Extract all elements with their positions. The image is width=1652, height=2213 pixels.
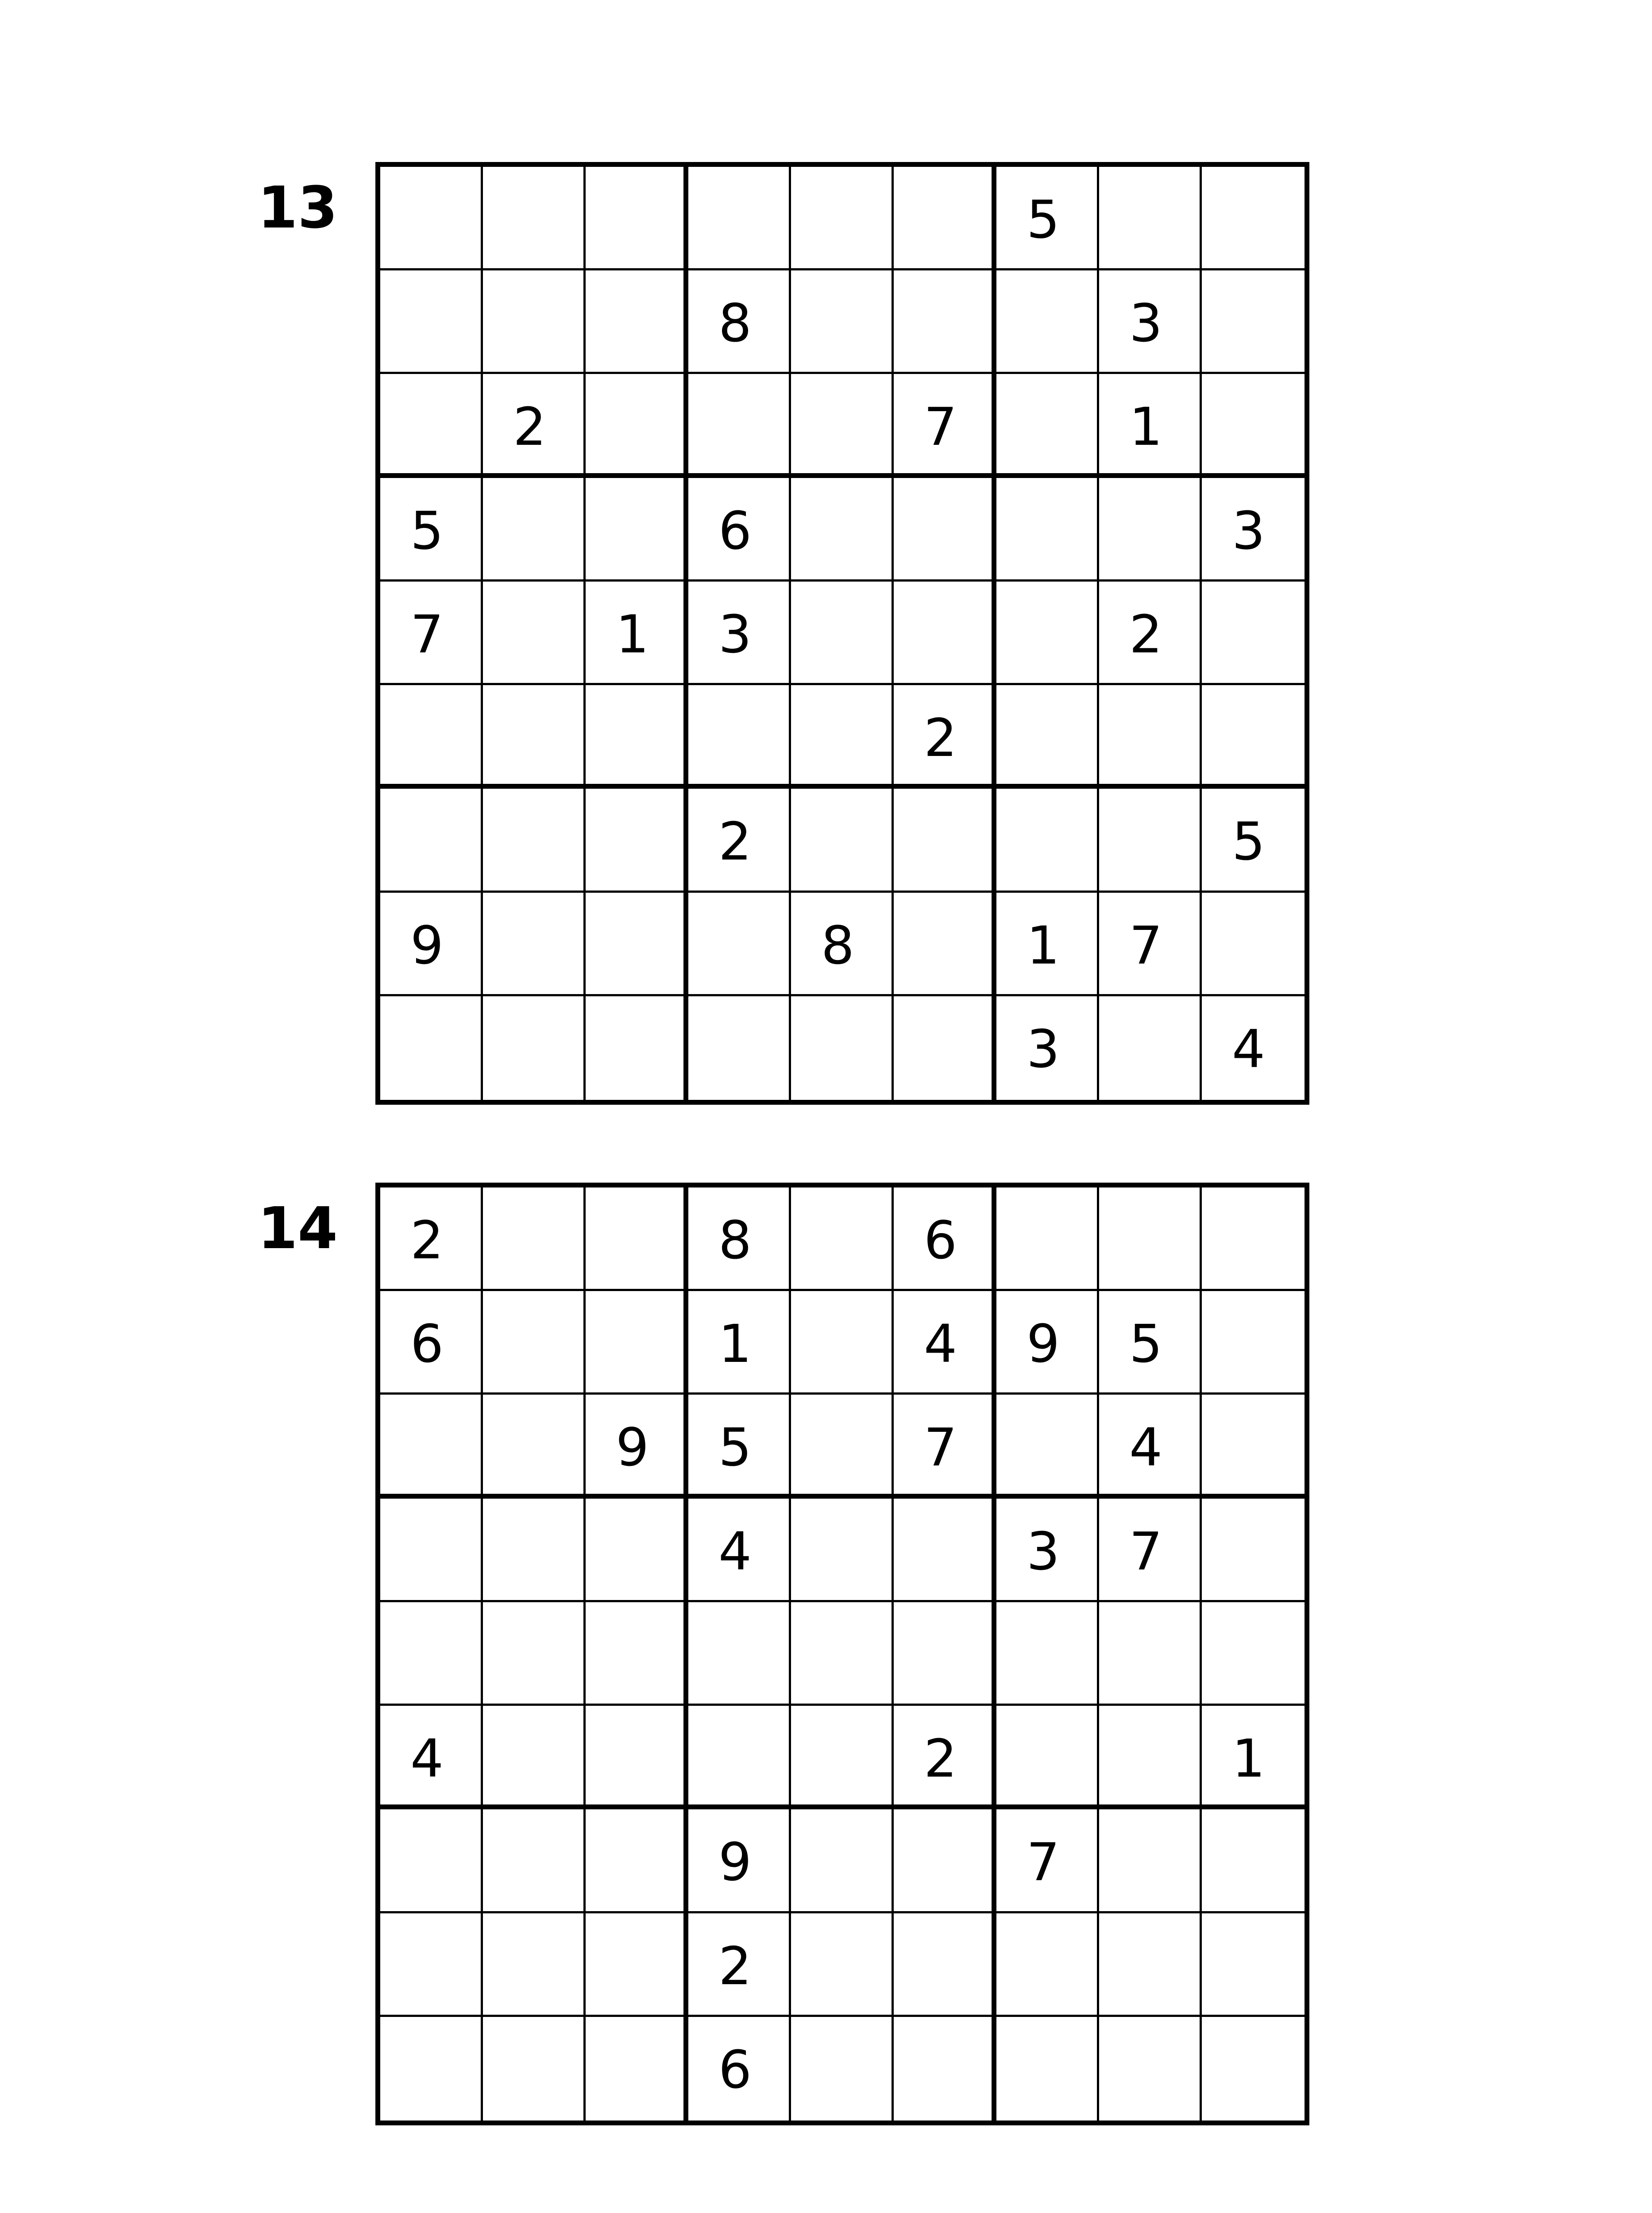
sudoku-cell[interactable] [1099, 1187, 1202, 1291]
sudoku-cell[interactable] [380, 167, 483, 270]
sudoku-cell[interactable] [996, 1913, 1099, 2017]
cell-digit: 2 [1129, 603, 1163, 665]
sudoku-cell[interactable] [1202, 789, 1305, 892]
sudoku-cell[interactable] [894, 893, 996, 996]
cell-digit: 7 [924, 1417, 957, 1478]
sudoku-cell[interactable] [1099, 996, 1202, 1100]
cell-digit: 7 [1129, 1520, 1163, 1582]
sudoku-cell[interactable] [1099, 1913, 1202, 2017]
sudoku-cell[interactable] [380, 270, 483, 374]
sudoku-cell[interactable] [996, 270, 1099, 374]
sudoku-cell[interactable] [380, 1187, 483, 1291]
sudoku-cell[interactable] [791, 270, 894, 374]
sudoku-cell[interactable] [996, 1499, 1099, 1602]
sudoku-cell[interactable] [996, 1809, 1099, 1913]
cell-digit: 4 [410, 1728, 444, 1789]
sudoku-cell[interactable] [586, 996, 688, 1100]
sudoku-cell[interactable] [586, 374, 688, 478]
sudoku-grid[interactable] [375, 1183, 1309, 2125]
sudoku-cell[interactable] [894, 374, 996, 478]
sudoku-cell[interactable] [996, 1187, 1099, 1291]
sudoku-cell[interactable] [894, 1187, 996, 1291]
sudoku-cell[interactable] [483, 1499, 586, 1602]
sudoku-cell[interactable] [380, 1291, 483, 1395]
sudoku-cell[interactable] [1099, 893, 1202, 996]
cell-digit: 4 [1129, 1417, 1163, 1478]
sudoku-cell[interactable] [586, 478, 688, 582]
cell-digit: 7 [924, 396, 957, 458]
cell-digit: 3 [1129, 293, 1163, 354]
sudoku-cell[interactable] [894, 1706, 996, 1809]
sudoku-cell[interactable] [380, 685, 483, 789]
sudoku-cell[interactable] [894, 1913, 996, 2017]
sudoku-cell[interactable] [688, 1809, 791, 1913]
sudoku-cell[interactable] [1099, 167, 1202, 270]
sudoku-cell[interactable] [688, 1913, 791, 2017]
sudoku-cell[interactable] [791, 1395, 894, 1498]
sudoku-cell[interactable] [791, 893, 894, 996]
puzzle-number: 14 [258, 1195, 338, 1262]
sudoku-cell[interactable] [894, 582, 996, 685]
sudoku-cell[interactable] [586, 893, 688, 996]
sudoku-cell[interactable] [1202, 996, 1305, 1100]
sudoku-cell[interactable] [380, 2017, 483, 2120]
sudoku-cell[interactable] [688, 1602, 791, 1706]
sudoku-cell[interactable] [380, 1499, 483, 1602]
sudoku-cell[interactable] [586, 789, 688, 892]
cell-digit: 4 [1232, 1018, 1266, 1080]
sudoku-cell[interactable] [1202, 167, 1305, 270]
cell-digit: 9 [718, 1831, 752, 1893]
sudoku-cell[interactable] [586, 582, 688, 685]
sudoku-cell[interactable] [1202, 2017, 1305, 2120]
cell-digit: 2 [410, 1210, 444, 1271]
sudoku-cell[interactable] [688, 1395, 791, 1498]
cell-digit: 4 [718, 1520, 752, 1582]
sudoku-cell[interactable] [791, 2017, 894, 2120]
sudoku-cell[interactable] [996, 478, 1099, 582]
sudoku-cell[interactable] [996, 1291, 1099, 1395]
sudoku-cell[interactable] [894, 789, 996, 892]
cell-digit: 1 [1129, 396, 1163, 458]
cell-digit: 3 [1232, 500, 1266, 561]
sudoku-cell[interactable] [483, 1395, 586, 1498]
sudoku-cell[interactable] [996, 685, 1099, 789]
sudoku-cell[interactable] [1099, 582, 1202, 685]
sudoku-cell[interactable] [791, 582, 894, 685]
sudoku-cell[interactable] [1099, 1809, 1202, 1913]
sudoku-cell[interactable] [894, 1809, 996, 1913]
sudoku-cell[interactable] [380, 789, 483, 892]
sudoku-cell[interactable] [1202, 1187, 1305, 1291]
sudoku-cell[interactable] [1099, 1291, 1202, 1395]
sudoku-cell[interactable] [688, 1706, 791, 1809]
cell-digit: 8 [718, 293, 752, 354]
sudoku-cell[interactable] [1202, 1291, 1305, 1395]
sudoku-cell[interactable] [791, 685, 894, 789]
cell-digit: 1 [1232, 1728, 1266, 1789]
cell-digit: 4 [924, 1313, 957, 1375]
sudoku-cell[interactable] [1202, 478, 1305, 582]
sudoku-cell[interactable] [1202, 893, 1305, 996]
cell-digit: 2 [718, 811, 752, 872]
sudoku-cell[interactable] [586, 685, 688, 789]
cell-digit: 5 [718, 1417, 752, 1478]
sudoku-cell[interactable] [380, 478, 483, 582]
sudoku-cell[interactable] [688, 1291, 791, 1395]
sudoku-cell[interactable] [380, 893, 483, 996]
cell-digit: 9 [410, 914, 444, 976]
sudoku-grid[interactable] [375, 162, 1309, 1105]
sudoku-cell[interactable] [996, 2017, 1099, 2120]
cell-digit: 3 [1027, 1018, 1060, 1080]
sudoku-cell[interactable] [688, 1187, 791, 1291]
sudoku-cell[interactable] [791, 478, 894, 582]
sudoku-cell[interactable] [380, 1602, 483, 1706]
sudoku-cell[interactable] [894, 685, 996, 789]
cell-digit: 6 [718, 2039, 752, 2100]
sudoku-cell[interactable] [996, 893, 1099, 996]
cell-digit: 6 [410, 1313, 444, 1375]
sudoku-cell[interactable] [894, 167, 996, 270]
cell-digit: 2 [924, 1728, 957, 1789]
sudoku-cell[interactable] [483, 1809, 586, 1913]
sudoku-cell[interactable] [894, 270, 996, 374]
sudoku-cell[interactable] [380, 374, 483, 478]
sudoku-cell[interactable] [483, 1187, 586, 1291]
sudoku-cell[interactable] [483, 685, 586, 789]
sudoku-cell[interactable] [380, 1395, 483, 1498]
sudoku-cell[interactable] [1099, 1706, 1202, 1809]
cell-digit: 7 [410, 603, 444, 665]
sudoku-cell[interactable] [688, 996, 791, 1100]
sudoku-cell[interactable] [1202, 1706, 1305, 1809]
sudoku-cell[interactable] [791, 996, 894, 1100]
sudoku-cell[interactable] [996, 167, 1099, 270]
sudoku-cell[interactable] [894, 1395, 996, 1498]
cell-digit: 8 [718, 1210, 752, 1271]
sudoku-cell[interactable] [791, 1706, 894, 1809]
sudoku-cell[interactable] [996, 374, 1099, 478]
sudoku-cell[interactable] [483, 1706, 586, 1809]
sudoku-cell[interactable] [791, 1809, 894, 1913]
sudoku-cell[interactable] [1202, 1499, 1305, 1602]
puzzle-number: 13 [258, 174, 338, 241]
sudoku-cell[interactable] [1099, 270, 1202, 374]
sudoku-cell[interactable] [483, 582, 586, 685]
sudoku-cell[interactable] [894, 2017, 996, 2120]
cell-digit: 7 [1129, 914, 1163, 976]
sudoku-cell[interactable] [586, 1602, 688, 1706]
sudoku-cell[interactable] [1202, 685, 1305, 789]
sudoku-cell[interactable] [483, 374, 586, 478]
sudoku-cell[interactable] [791, 789, 894, 892]
cell-digit: 6 [924, 1210, 957, 1271]
sudoku-cell[interactable] [586, 1291, 688, 1395]
sudoku-cell[interactable] [1202, 1809, 1305, 1913]
sudoku-cell[interactable] [483, 2017, 586, 2120]
cell-digit: 3 [718, 603, 752, 665]
sudoku-cell[interactable] [483, 893, 586, 996]
sudoku-cell[interactable] [380, 1809, 483, 1913]
sudoku-cell[interactable] [586, 1809, 688, 1913]
sudoku-cell[interactable] [380, 1913, 483, 2017]
cell-digit: 3 [1027, 1520, 1060, 1582]
cell-digit: 2 [718, 1935, 752, 1997]
sudoku-cell[interactable] [894, 996, 996, 1100]
cell-digit: 8 [821, 914, 855, 976]
cell-digit: 1 [1027, 914, 1060, 976]
sudoku-cell[interactable] [1099, 685, 1202, 789]
sudoku-cell[interactable] [586, 1395, 688, 1498]
cell-digit: 5 [1027, 189, 1060, 250]
sudoku-cell[interactable] [996, 789, 1099, 892]
sudoku-cell[interactable] [380, 996, 483, 1100]
cell-digit: 5 [410, 500, 444, 561]
sudoku-cell[interactable] [380, 582, 483, 685]
sudoku-cell[interactable] [586, 270, 688, 374]
sudoku-cell[interactable] [688, 893, 791, 996]
sudoku-cell[interactable] [791, 1913, 894, 2017]
sudoku-cell[interactable] [1099, 1602, 1202, 1706]
sudoku-cell[interactable] [1202, 270, 1305, 374]
sudoku-cell[interactable] [688, 582, 791, 685]
sudoku-cell[interactable] [1202, 1395, 1305, 1498]
sudoku-cell[interactable] [483, 1913, 586, 2017]
sudoku-cell[interactable] [791, 1602, 894, 1706]
sudoku-cell[interactable] [586, 1499, 688, 1602]
cell-digit: 5 [1232, 811, 1266, 872]
sudoku-cell[interactable] [791, 1291, 894, 1395]
sudoku-cell[interactable] [894, 1291, 996, 1395]
sudoku-cell[interactable] [483, 789, 586, 892]
sudoku-cell[interactable] [688, 374, 791, 478]
cell-digit: 7 [1027, 1831, 1060, 1893]
cell-digit: 2 [924, 707, 957, 769]
sudoku-cell[interactable] [1099, 374, 1202, 478]
sudoku-cell[interactable] [996, 1602, 1099, 1706]
sudoku-cell[interactable] [586, 2017, 688, 2120]
sudoku-cell[interactable] [791, 374, 894, 478]
sudoku-cell[interactable] [688, 789, 791, 892]
sudoku-cell[interactable] [894, 478, 996, 582]
sudoku-cell[interactable] [586, 1913, 688, 2017]
sudoku-cell[interactable] [996, 582, 1099, 685]
sudoku-cell[interactable] [586, 1706, 688, 1809]
sudoku-cell[interactable] [1202, 582, 1305, 685]
sudoku-cell[interactable] [1099, 1499, 1202, 1602]
cell-digit: 1 [616, 603, 649, 665]
sudoku-cell[interactable] [1202, 374, 1305, 478]
sudoku-cell[interactable] [688, 1499, 791, 1602]
sudoku-cell[interactable] [688, 167, 791, 270]
sudoku-cell[interactable] [483, 1602, 586, 1706]
sudoku-cell[interactable] [996, 996, 1099, 1100]
cell-digit: 2 [513, 396, 547, 458]
sudoku-cell[interactable] [1099, 1395, 1202, 1498]
sudoku-cell[interactable] [791, 1187, 894, 1291]
sudoku-cell[interactable] [1099, 789, 1202, 892]
cell-digit: 6 [718, 500, 752, 561]
sudoku-cell[interactable] [688, 2017, 791, 2120]
cell-digit: 9 [616, 1417, 649, 1478]
sudoku-cell[interactable] [483, 478, 586, 582]
sudoku-cell[interactable] [483, 996, 586, 1100]
sudoku-cell[interactable] [688, 270, 791, 374]
sudoku-cell[interactable] [791, 167, 894, 270]
cell-digit: 9 [1027, 1313, 1060, 1375]
sudoku-cell[interactable] [586, 167, 688, 270]
sudoku-cell[interactable] [894, 1602, 996, 1706]
sudoku-cell[interactable] [894, 1499, 996, 1602]
cell-digit: 5 [1129, 1313, 1163, 1375]
sudoku-cell[interactable] [791, 1499, 894, 1602]
sudoku-cell[interactable] [586, 1187, 688, 1291]
sudoku-cell[interactable] [483, 270, 586, 374]
sudoku-cell[interactable] [688, 685, 791, 789]
sudoku-cell[interactable] [1202, 1602, 1305, 1706]
sudoku-cell[interactable] [1099, 2017, 1202, 2120]
sudoku-cell[interactable] [996, 1706, 1099, 1809]
sudoku-cell[interactable] [483, 1291, 586, 1395]
sudoku-cell[interactable] [1099, 478, 1202, 582]
sudoku-cell[interactable] [1202, 1913, 1305, 2017]
sudoku-cell[interactable] [483, 167, 586, 270]
sudoku-cell[interactable] [688, 478, 791, 582]
sudoku-cell[interactable] [380, 1706, 483, 1809]
cell-digit: 1 [718, 1313, 752, 1375]
sudoku-cell[interactable] [996, 1395, 1099, 1498]
